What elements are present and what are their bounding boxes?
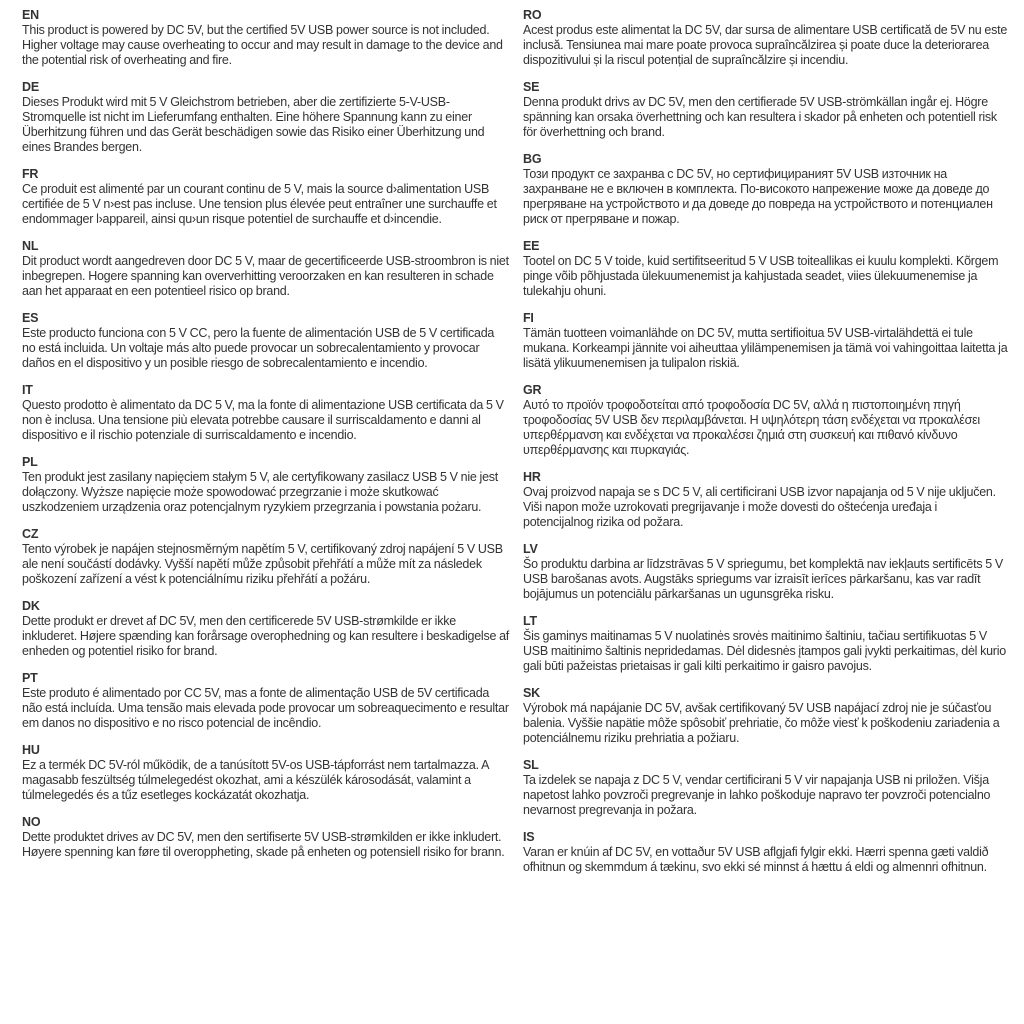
language-text: Ovaj proizvod napaja se s DC 5 V, ali certificirani USB izvor napajanja od 5 V nije uključen. Viši napon može uzrokovati pregrijavanje i može dovesti do oštećenja uređaja i potencijalnog rizika od požara.: [523, 485, 996, 529]
language-section-hr: [523, 470, 1010, 530]
language-section-en: [22, 8, 509, 68]
language-code: CZ: [22, 527, 39, 541]
language-text: Šo produktu darbina ar līdzstrāvas 5 V spriegumu, bet komplektā nav iekļauts sertificēts 5 V USB barošanas avots. Augstāks spriegums var izraisīt ierīces pārkaršanu, kas var radīt bojājumus un potenciālu pārkaršanas un ugunsgrēka risku.: [523, 557, 1003, 601]
language-code: GR: [523, 383, 542, 397]
language-code: HU: [22, 743, 40, 757]
language-section-is: [523, 830, 1010, 875]
language-code: ES: [22, 311, 39, 325]
language-section-cz: [22, 527, 509, 587]
language-code: RO: [523, 8, 542, 22]
language-text: This product is powered by DC 5V, but the certified 5V USB power source is not included. Higher voltage may cause overheating to occur and may result in damage to the device and the potential risk of overheating and fire.: [22, 23, 503, 67]
language-section-ee: [523, 239, 1010, 299]
language-code: DK: [22, 599, 40, 613]
language-text: Questo prodotto è alimentato da DC 5 V, ma la fonte di alimentazione USB certificata da 5 V non è inclusa. Una tensione più elevata potrebbe causare il surriscaldamento e danni al dispositivo e il rischio potenziale di surriscaldamento e incendio.: [22, 398, 504, 442]
language-section-lv: [523, 542, 1010, 602]
language-section-bg: [523, 152, 1010, 227]
language-code: FI: [523, 311, 534, 325]
language-section-de: [22, 80, 509, 155]
language-section-nl: [22, 239, 509, 299]
language-text: Ta izdelek se napaja z DC 5 V, vendar certificirani 5 V vir napajanja USB ni priložen. Višja napetost lahko povzroči pregrevanje in lahko poškoduje napravo ter povzroči potencialno nevarnost pregrevanja in požara.: [523, 773, 991, 817]
language-text: Ce produit est alimenté par un courant continu de 5 V, mais la source d›alimentation USB certifiée de 5 V n›est pas incluse. Une tension plus élevée peut entraîner une surchauffe et endommager l›appareil, ainsi qu›un risque potentiel de surchauffe et d›incendie.: [22, 182, 497, 226]
language-section-no: [22, 815, 509, 860]
language-code: IS: [523, 830, 535, 844]
language-section-gr: [523, 383, 1010, 458]
language-text: Ez a termék DC 5V-ról működik, de a tanúsított 5V-os USB-tápforrást nem tartalmazza. A magasabb feszültség túlmelegedést okozhat, ami a készülék károsodását, valamint a túlmelegedés és a tűz esetleges kockázatát okozhatja.: [22, 758, 489, 802]
language-text: Varan er knúin af DC 5V, en vottaður 5V USB aflgjafi fylgir ekki. Hærri spenna gæti valdið ofhitnun og skemmdum á tækinu, svo ekki sé minnst á hættu á eldi og almennri ofhitnun.: [523, 845, 989, 874]
language-text: Dette produkt er drevet af DC 5V, men den certificerede 5V USB-strømkilde er ikke inkluderet. Højere spænding kan forårsage overophedning og kan resultere i beskadigelse af enheden og potentiel risiko for brand.: [22, 614, 510, 658]
language-text: Този продукт се захранва с DC 5V, но сертифицираният 5V USB източник на захранване не е включен в комплекта. По-високото напрежение може да доведе до прегряване на устройството и да доведе до повреда на устройството и потенциален риск от прегряване и пожар.: [523, 167, 993, 226]
language-text: Tootel on DC 5 V toide, kuid sertifitseeritud 5 V USB toiteallikas ei kuulu komplekti. Kõrgem pinge võib põhjustada ülekuumenemist ja kahjustada seadet, viies ülekuumenemise ja tulekahju ohuni.: [523, 254, 999, 298]
language-section-hu: [22, 743, 509, 803]
language-text: Αυτό το προϊόν τροφοδοτείται από τροφοδοσία DC 5V, αλλά η πιστοποιημένη πηγή τροφοδοσίας 5V USB δεν περιλαμβάνεται. Η υψηλότερη τάση ενδέχεται να προκαλέσει υπερθέρμανση και ενδέχεται να προκαλέσει ζημιά στη συσκευή και πιθανό κίνδυνο υπερθέρμανσης και πυρκαγιάς.: [523, 398, 980, 457]
language-text: Tento výrobek je napájen stejnosměrným napětím 5 V, certifikovaný zdroj napájení 5 V USB ale není součástí dodávky. Vyšší napětí může způsobit přehřátí a může mít za následek poškození zařízení a vést k potenciálnímu riziku přehřátí a požáru.: [22, 542, 503, 586]
language-section-pl: [22, 455, 509, 515]
language-code: SL: [523, 758, 539, 772]
language-section-se: [523, 80, 1010, 140]
language-text: Dette produktet drives av DC 5V, men den sertifiserte 5V USB-strømkilden er ikke inkludert. Høyere spenning kan føre til overoppheting, skade på enheten og potensiell risiko for brann.: [22, 830, 505, 859]
language-code: SK: [523, 686, 540, 700]
language-section-es: [22, 311, 509, 371]
language-text: Acest produs este alimentat la DC 5V, dar sursa de alimentare USB certificată de 5V nu este inclusă. Tensiunea mai mare poate provoca supraîncălzirea și poate duce la deteriorarea dispozitivului și la riscul potențial de supraîncălzire și incendiu.: [523, 23, 1008, 67]
language-code: FR: [22, 167, 39, 181]
language-code: EN: [22, 8, 39, 22]
language-text: Tämän tuotteen voimanlähde on DC 5V, mutta sertifioitua 5V USB-virtalähdettä ei tule mukana. Korkeampi jännite voi aiheuttaa ylilämpenemisen ja tämä voi vahingoittaa laitetta ja lisätä ylikuumenemisen ja tulipalon riskiä.: [523, 326, 1008, 370]
language-section-lt: [523, 614, 1010, 674]
language-code: NO: [22, 815, 41, 829]
language-code: HR: [523, 470, 541, 484]
language-section-it: [22, 383, 509, 443]
language-text: Ten produkt jest zasilany napięciem stałym 5 V, ale certyfikowany zasilacz USB 5 V nie jest dołączony. Wyższe napięcie może spowodować przegrzanie i może skutkować uszkodzeniem urządzenia oraz potencjalnym ryzykiem przegrzania i powstania pożaru.: [22, 470, 498, 514]
language-text: Výrobok má napájanie DC 5V, avšak certifikovaný 5V USB napájací zdroj nie je súčasťou balenia. Vyššie napätie môže spôsobiť prehriatie, čo môže viesť k poškodeniu zariadenia a potenciálnemu riziku prehriatia a požiaru.: [523, 701, 1000, 745]
language-text: Dieses Produkt wird mit 5 V Gleichstrom betrieben, aber die zertifizierte 5-V-USB-Stromquelle ist nicht im Lieferumfang enthalten. Eine höhere Spannung kann zu einer Überhitzung führen und das Gerät beschädigen sowie das Risiko einer Überhitzung und eines Brandes bergen.: [22, 95, 485, 154]
language-section-ro: [523, 8, 1010, 68]
language-code: SE: [523, 80, 540, 94]
language-code: NL: [22, 239, 39, 253]
language-text: Denna produkt drivs av DC 5V, men den certifierade 5V USB-strömkällan ingår ej. Högre spänning kan orsaka överhettning och kan resultera i skador på enheten och potentiell risk för överhettning och brand.: [523, 95, 997, 139]
language-code: LT: [523, 614, 537, 628]
language-text: Dit product wordt aangedreven door DC 5 V, maar de gecertificeerde USB-stroombron is niet inbegrepen. Hogere spanning kan oververhitting veroorzaken en kan resulteren in schade aan het apparaat en een potentieel risico op brand.: [22, 254, 509, 298]
language-section-sl: [523, 758, 1010, 818]
language-section-fr: [22, 167, 509, 227]
column: [523, 8, 1010, 1024]
language-section-dk: [22, 599, 509, 659]
language-code: DE: [22, 80, 39, 94]
language-code: EE: [523, 239, 540, 253]
language-section-sk: [523, 686, 1010, 746]
language-section-pt: [22, 671, 509, 731]
language-text: Este producto funciona con 5 V CC, pero la fuente de alimentación USB de 5 V certificada no está incluida. Un voltaje más alto puede provocar un sobrecalentamiento y provocar daños en el dispositivo y un posible riesgo de sobrecalentamiento e incendio.: [22, 326, 495, 370]
language-code: LV: [523, 542, 538, 556]
language-code: PT: [22, 671, 38, 685]
language-section-fi: [523, 311, 1010, 371]
language-text: Šis gaminys maitinamas 5 V nuolatinės srovės maitinimo šaltiniu, tačiau sertifikuotas 5 V USB maitinimo šaltinis nepridedamas. Dėl didesnės įtampos gali įvykti perkaitimas, dėl kurio gali būti pažeistas prietaisas ir gali kilti perkaitimo ir gaisro pavojus.: [523, 629, 1006, 673]
language-code: IT: [22, 383, 33, 397]
column: [22, 8, 509, 1024]
language-code: BG: [523, 152, 542, 166]
language-code: PL: [22, 455, 38, 469]
language-text: Este produto é alimentado por CC 5V, mas a fonte de alimentação USB de 5V certificada não está incluída. Uma tensão mais elevada pode provocar um sobreaquecimento e resultar em danos no dispositivo e no risco potencial de incêndio.: [22, 686, 509, 730]
